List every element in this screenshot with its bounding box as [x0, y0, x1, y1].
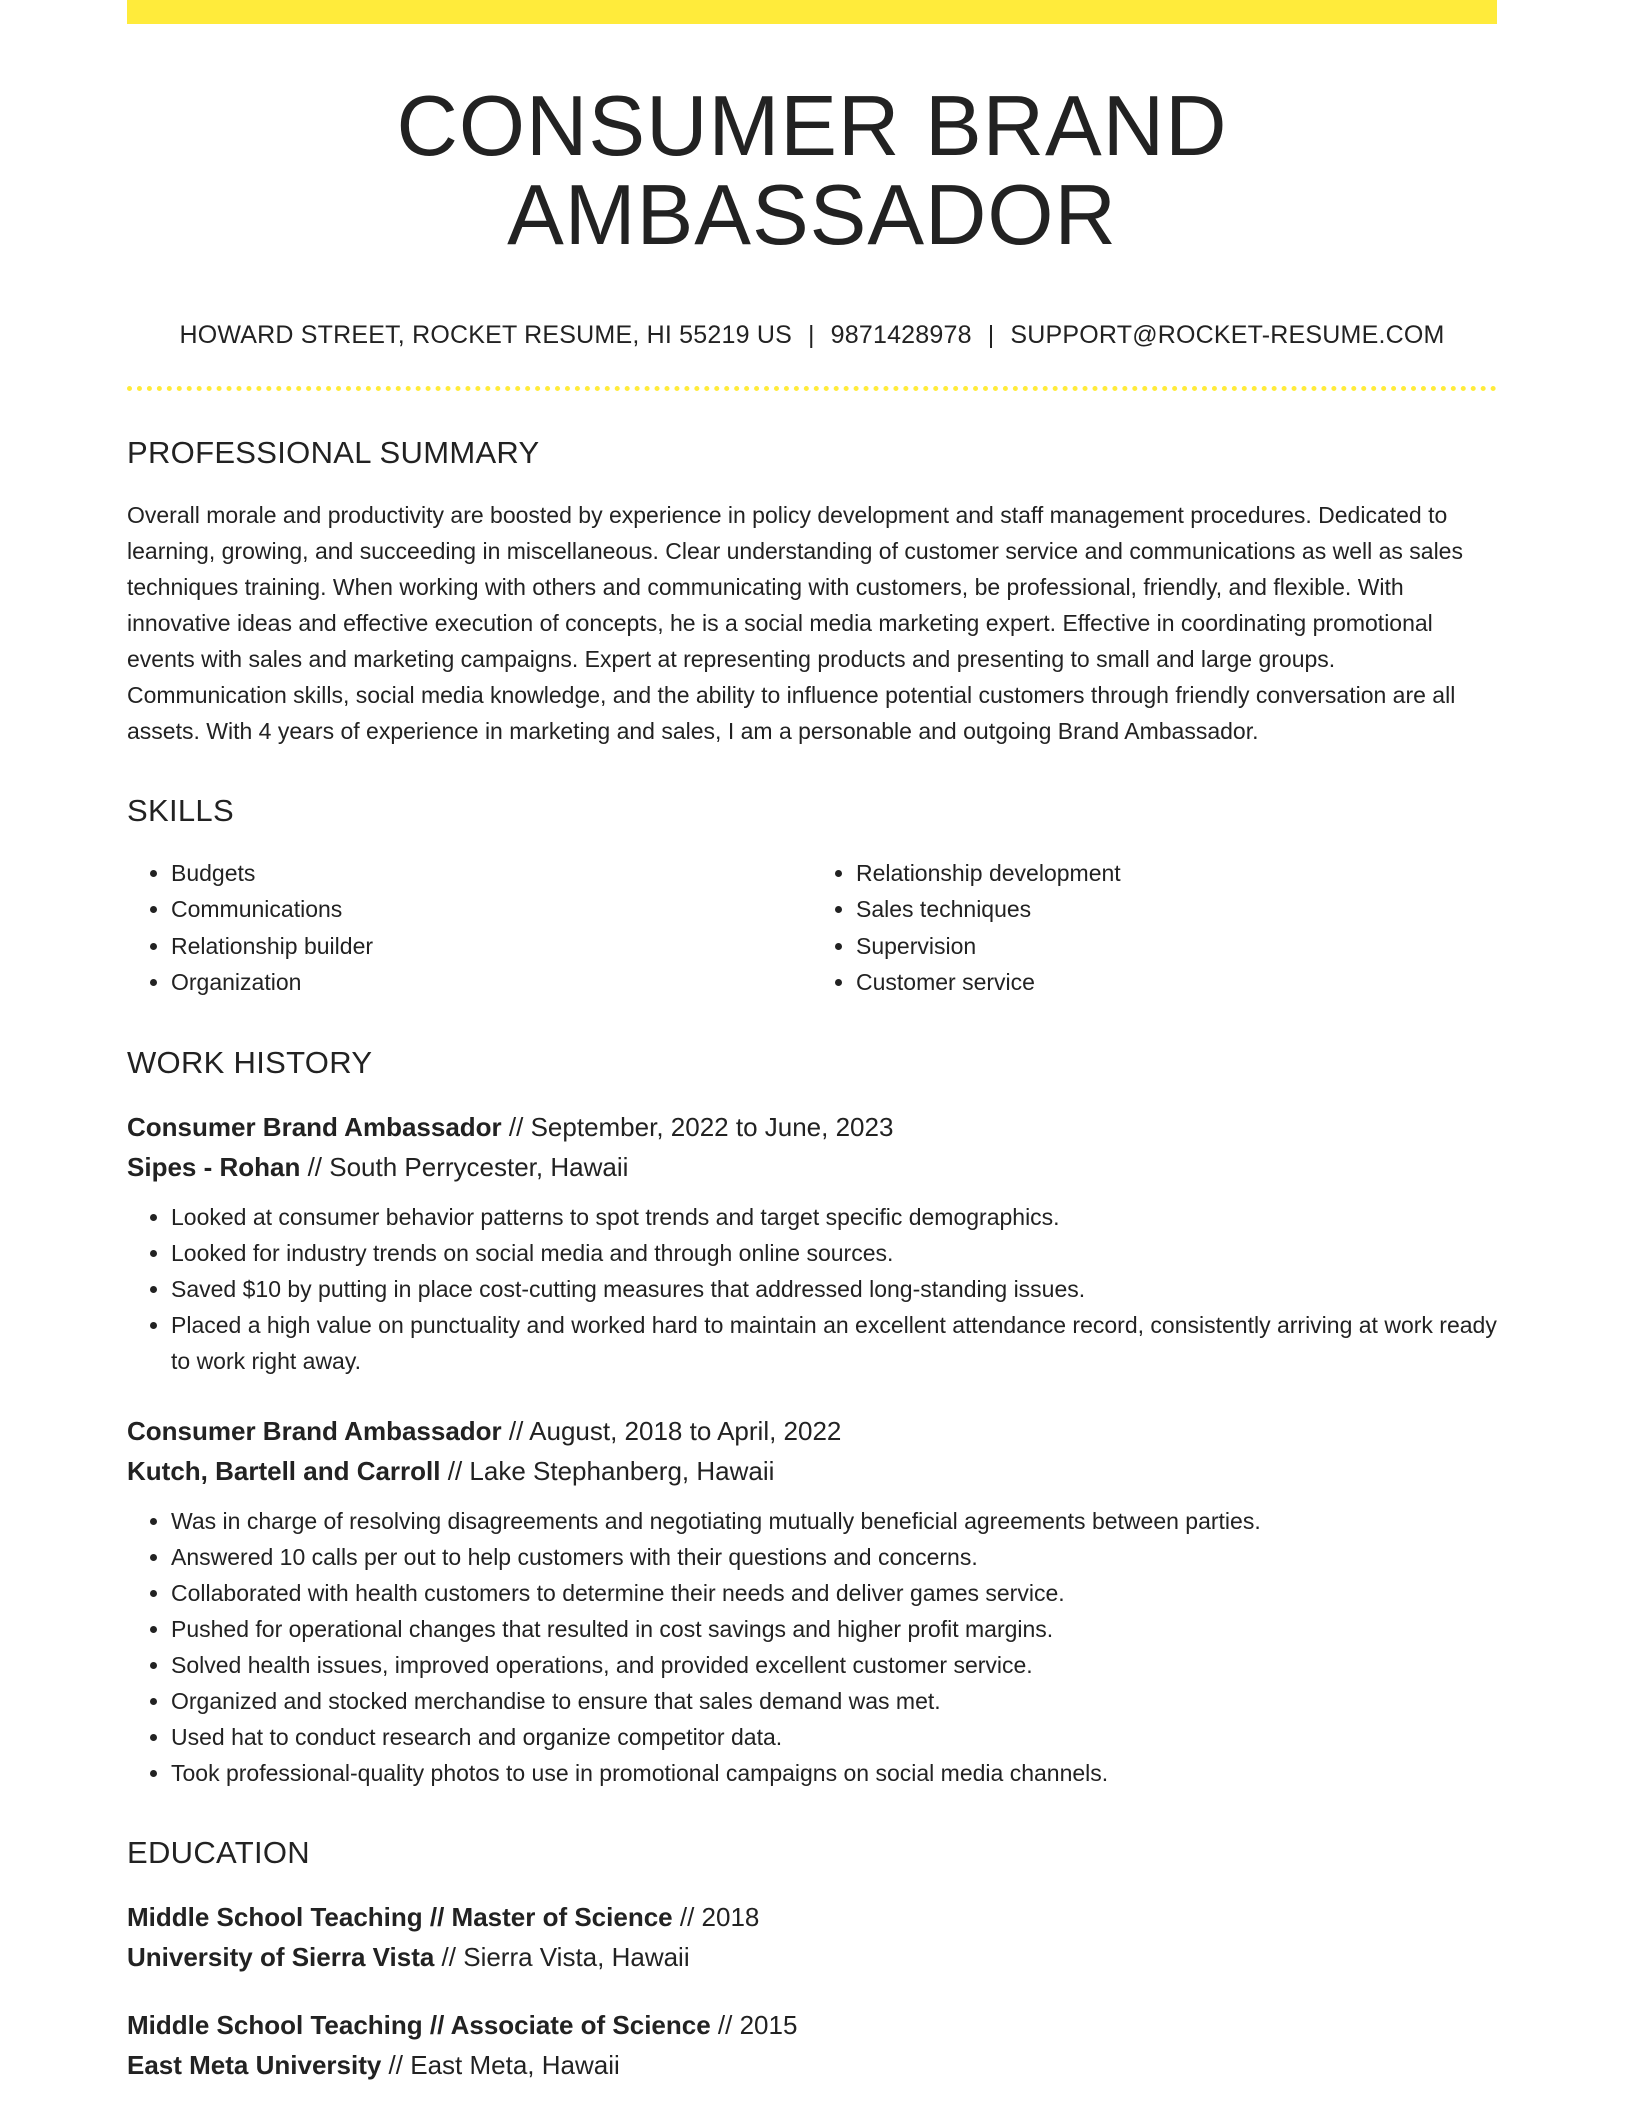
education-school: University of Sierra Vista	[127, 1941, 435, 1972]
job-bullets	[127, 1199, 1497, 1379]
job-dates: // September, 2022 to June, 2023	[501, 1111, 894, 1142]
education-title: EDUCATION	[127, 1834, 310, 1870]
summary-title: PROFESSIONAL SUMMARY	[127, 434, 540, 470]
education-school-line	[127, 1937, 1497, 1977]
job-company: Sipes - Rohan	[127, 1151, 301, 1182]
education-degree: Middle School Teaching // Master of Science	[127, 1901, 673, 1932]
education-location: // Sierra Vista, Hawaii	[434, 1941, 690, 1972]
job-bullet: • Was in charge of resolving disagreements and negotiating mutually beneficial agreements between parties.	[171, 1503, 1497, 1539]
job-bullet: • Looked at consumer behavior patterns to spot trends and target specific demographics.	[171, 1199, 1497, 1235]
job-entry	[127, 1107, 1497, 1379]
job-title-line	[127, 1107, 1497, 1147]
skill-item: • Communications	[171, 891, 812, 928]
job-title-line	[127, 1411, 1497, 1451]
education-school-line	[127, 2045, 1497, 2085]
skill-item: • Relationship builder	[171, 928, 812, 965]
job-location: // Lake Stephanberg, Hawaii	[440, 1455, 775, 1486]
skills-list	[127, 855, 1497, 1001]
job-entry	[127, 1411, 1497, 1791]
education-degree-line	[127, 2005, 1497, 2045]
job-bullet: • Answered 10 calls per out to help customers with their questions and concerns.	[171, 1539, 1497, 1575]
job-bullet: • Took professional-quality photos to use in promotional campaigns on social media channels.	[171, 1755, 1497, 1791]
job-company-line	[127, 1147, 1497, 1187]
phone: 9871428978	[830, 320, 972, 349]
skill-item: • Supervision	[856, 928, 1497, 965]
contact-separator: |	[987, 320, 995, 349]
job-bullet: • Looked for industry trends on social media and through online sources.	[171, 1235, 1497, 1271]
education-year: // 2015	[710, 2009, 798, 2040]
skills-title: SKILLS	[127, 792, 234, 828]
skills-column-right	[812, 855, 1497, 1001]
job-role: Consumer Brand Ambassador	[127, 1415, 502, 1446]
education-location: // East Meta, Hawaii	[381, 2049, 620, 2080]
job-bullet: • Pushed for operational changes that resulted in cost savings and higher profit margins.	[171, 1611, 1497, 1647]
job-bullet: • Placed a high value on punctuality and worked hard to maintain an excellent attendance record, consistently arriving at work ready to work right away.	[171, 1307, 1497, 1379]
work-history-title: WORK HISTORY	[127, 1044, 373, 1080]
education-school: East Meta University	[127, 2049, 382, 2080]
resume-content	[127, 0, 1497, 2113]
job-location: // South Perrycester, Hawaii	[300, 1151, 629, 1182]
contact-line	[127, 321, 1497, 350]
summary-text: Overall morale and productivity are boosted by experience in policy development and staff management procedures. Dedicated to learning, growing, and succeeding in miscellaneous. Clear understanding of customer service and communications as well as sales techniques training. When working with others and communicating with customers, be professional, friendly, and flexible. With innovative ideas and effective execution of concepts, he is a social media marketing expert. Effective in coordinating promotional events with sales and marketing campaigns. Expert at representing products and presenting to small and large groups. Communication skills, social media knowledge, and the ability to influence potential customers through friendly conversation are all assets. With 4 years of experience in marketing and sales, I am a personable and outgoing Brand Ambassador.	[127, 501, 1463, 744]
job-bullet: • Solved health issues, improved operations, and provided excellent customer service.	[171, 1647, 1497, 1683]
skill-item: • Sales techniques	[856, 891, 1497, 928]
job-company-line	[127, 1451, 1497, 1491]
address: HOWARD STREET, ROCKET RESUME, HI 55219 US	[179, 320, 792, 349]
accent-bar	[127, 0, 1497, 24]
skill-item: • Relationship development	[856, 855, 1497, 892]
skill-item: • Customer service	[856, 964, 1497, 1001]
skill-item: • Budgets	[171, 855, 812, 892]
education-year: // 2018	[672, 1901, 760, 1932]
education-degree: Middle School Teaching // Associate of Science	[127, 2009, 711, 2040]
dotted-divider	[127, 386, 1497, 391]
education-degree-line	[127, 1897, 1497, 1937]
job-bullet: • Used hat to conduct research and organize competitor data.	[171, 1719, 1497, 1755]
education-entry	[127, 2005, 1497, 2085]
job-bullet: • Organized and stocked merchandise to ensure that sales demand was met.	[171, 1683, 1497, 1719]
job-dates: // August, 2018 to April, 2022	[501, 1415, 842, 1446]
skills-column-left	[127, 855, 812, 1001]
email: SUPPORT@ROCKET-RESUME.COM	[1010, 320, 1445, 349]
job-bullets	[127, 1503, 1497, 1791]
job-company: Kutch, Bartell and Carroll	[127, 1455, 441, 1486]
job-bullet: • Saved $10 by putting in place cost-cutting measures that addressed long-standing issues.	[171, 1271, 1497, 1307]
skill-item: • Organization	[171, 964, 812, 1001]
education-entry	[127, 1897, 1497, 1977]
contact-separator: |	[807, 320, 815, 349]
job-bullet: • Collaborated with health customers to determine their needs and deliver games service.	[171, 1575, 1497, 1611]
job-role: Consumer Brand Ambassador	[127, 1111, 502, 1142]
candidate-name: CONSUMER BRAND AMBASSADOR	[396, 79, 1228, 264]
